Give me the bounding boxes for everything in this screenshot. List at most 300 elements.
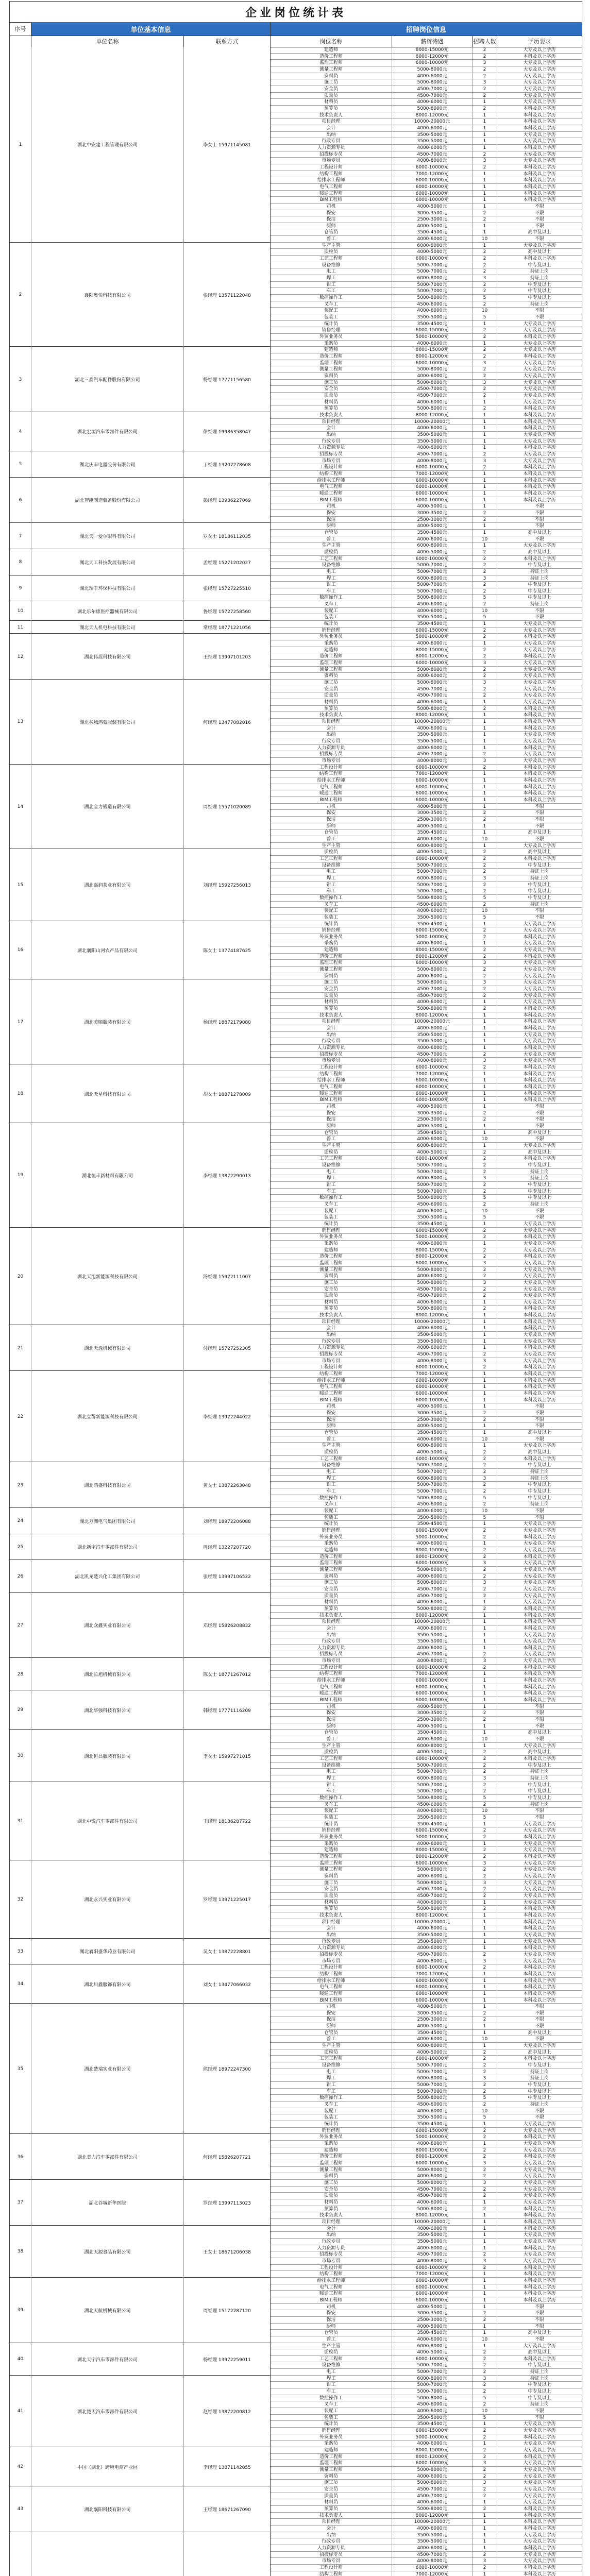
salary-cell: 6000-10000元 [392, 2056, 473, 2062]
company-name: 湖北庆丰电器股份有限公司 [31, 451, 184, 478]
table-row [10, 1645, 582, 1652]
salary-cell: 4000-6000元 [392, 1241, 473, 1247]
position-cell: 焊工 [271, 275, 392, 282]
requirement-cell: 大专及以上学历 [523, 1358, 556, 1364]
position-cell: 电工 [271, 1169, 392, 1176]
merged-cell [31, 934, 184, 941]
requirement-cell: 中专及以上 [528, 2089, 551, 2094]
merged-cell [184, 2486, 271, 2493]
salary-cell: 6000-8000元 [392, 1443, 473, 1449]
merged-cell [31, 2121, 184, 2128]
merged-cell [10, 1521, 31, 1528]
requirement-cell: 本科及以上学历 [523, 484, 556, 490]
position-cell: 监理工程师 [271, 1260, 392, 1267]
count-cell: 10 [473, 908, 497, 914]
table-row [10, 2062, 582, 2069]
requirement-cell: 大专及以上学历 [523, 1658, 556, 1664]
table-row [10, 1769, 582, 1775]
position-cell: 测量工程师 [271, 1267, 392, 1274]
table-row [10, 882, 582, 889]
merged-cell [184, 1312, 271, 1319]
company-contact: 杨经理 17771156580 [184, 347, 271, 412]
merged-cell [10, 432, 31, 438]
merged-cell [184, 660, 271, 667]
company-contact: 韩经理 17771116209 [184, 1690, 271, 1730]
position-cell: 暖通工程师 [271, 1690, 392, 1697]
merged-cell [31, 1906, 184, 1912]
table-row [10, 1391, 582, 1397]
salary-cell: 5000-8000元 [392, 2395, 473, 2402]
position-cell: 结构工程师 [271, 171, 392, 178]
merged-cell [184, 784, 271, 791]
position-cell: 出纳 [271, 432, 392, 438]
salary-cell: 4000-8000元 [392, 1658, 473, 1665]
merged-cell [10, 595, 31, 601]
table-row [10, 301, 582, 308]
position-cell: 包装工 [271, 1214, 392, 1221]
salary-cell: 3500-5000元 [392, 1638, 473, 1645]
salary-cell: 3500-5000元 [392, 438, 473, 445]
position-cell: 质检员 [271, 1449, 392, 1456]
count-cell: 2 [473, 973, 497, 980]
position-cell: 生产主管 [271, 1443, 392, 1449]
merged-cell [10, 2075, 31, 2082]
row-number: 24 [10, 1508, 31, 1534]
salary-cell: 3500-4500元 [392, 321, 473, 328]
position-cell: 质检员 [271, 249, 392, 256]
count-cell: 3 [473, 158, 497, 164]
salary-cell: 5000-7000元 [392, 862, 473, 869]
merged-cell [184, 2454, 271, 2461]
count-cell: 1 [473, 2232, 497, 2239]
position-cell: 材料员 [271, 699, 392, 706]
salary-cell: 6000-8000元 [392, 1743, 473, 1750]
requirement-cell: 中专及以上 [528, 1195, 551, 1201]
merged-cell [184, 47, 271, 54]
merged-cell [184, 1351, 271, 1358]
salary-cell: 6000-10000元 [392, 1665, 473, 1671]
position-cell: 技术负责人 [271, 1613, 392, 1619]
position-cell: 行政专员 [271, 2239, 392, 2245]
position-cell: 车工 [271, 1189, 392, 1195]
salary-cell: 3500-4500元 [392, 229, 473, 236]
merged-cell [184, 1795, 271, 1802]
merged-cell [10, 2388, 31, 2395]
salary-cell: 3000-3500元 [392, 2310, 473, 2317]
merged-cell [184, 1234, 271, 1241]
salary-cell: 4000-6000元 [392, 2526, 473, 2532]
count-cell: 1 [473, 1423, 497, 1430]
merged-cell [10, 1677, 31, 1684]
requirement-cell: 本科及以上学历 [523, 2206, 556, 2212]
merged-cell [31, 1351, 184, 1358]
salary-cell: 6000-10000元 [392, 960, 473, 967]
position-cell: 安全员 [271, 1586, 392, 1593]
requirement-cell: 持证上岗 [530, 2376, 549, 2381]
table-row [10, 1971, 582, 1978]
merged-cell [31, 2376, 184, 2382]
table-row [10, 797, 582, 804]
merged-cell [10, 1169, 31, 1176]
requirement-cell: 本科及以上学历 [523, 191, 556, 196]
salary-cell: 6000-15000元 [392, 927, 473, 934]
merged-cell [10, 1736, 31, 1743]
merged-cell [31, 2434, 184, 2441]
position-cell: BIM工程师 [271, 197, 392, 204]
merged-cell [184, 2317, 271, 2324]
merged-cell [184, 191, 271, 197]
position-cell: 司机 [271, 503, 392, 510]
company-contact: 王经理 18186287722 [184, 1782, 271, 1860]
merged-cell [31, 1873, 184, 1880]
salary-cell: 6000-10000元 [392, 1156, 473, 1162]
merged-cell [184, 1253, 271, 1260]
merged-cell [10, 327, 31, 334]
merged-cell [31, 1834, 184, 1841]
salary-cell: 6000-10000元 [392, 2565, 473, 2571]
position-cell: 造价工程师 [271, 2154, 392, 2160]
count-cell: 2 [473, 954, 497, 960]
merged-cell [10, 823, 31, 830]
count-cell: 1 [473, 1971, 497, 1978]
salary-cell: 4000-6000元 [392, 699, 473, 706]
title-row [10, 2, 582, 23]
merged-cell [10, 1371, 31, 1378]
merged-cell [31, 360, 184, 367]
requirement-cell: 本科及以上学历 [523, 934, 556, 940]
requirement-cell: 本科及以上学历 [523, 1619, 556, 1625]
table-row [10, 1613, 582, 1619]
table-row [10, 1710, 582, 1717]
requirement-cell: 本科及以上学历 [523, 1834, 556, 1840]
company-name: 湖北中安建工程管理有限公司 [31, 47, 184, 243]
requirement-cell: 中专及以上 [528, 1495, 551, 1501]
requirement-cell: 高中及以上 [528, 2330, 551, 2336]
merged-cell [184, 2330, 271, 2336]
salary-cell: 4000-6000元 [392, 1508, 473, 1515]
count-cell: 10 [473, 308, 497, 314]
table-row [10, 1110, 582, 1117]
merged-cell [184, 2114, 271, 2121]
position-cell: 钳工 [271, 2082, 392, 2089]
merged-cell [184, 445, 271, 451]
merged-cell [31, 575, 184, 582]
merged-cell [10, 86, 31, 93]
table-row [10, 99, 582, 106]
merged-cell [184, 979, 271, 986]
salary-cell: 4000-5000元 [392, 2349, 473, 2356]
merged-cell [31, 621, 184, 628]
merged-cell [184, 79, 271, 86]
merged-cell [31, 829, 184, 836]
salary-cell: 5000-8000元 [392, 295, 473, 301]
count-cell: 1 [473, 184, 497, 191]
position-cell: 设备维修 [271, 1162, 392, 1169]
merged-cell [184, 628, 271, 634]
position-cell: 技术负责人 [271, 712, 392, 719]
merged-cell [10, 2102, 31, 2108]
merged-cell [10, 1932, 31, 1939]
salary-cell: 7000-12000元 [392, 1971, 473, 1978]
merged-cell [184, 1384, 271, 1391]
merged-cell [184, 608, 271, 615]
position-cell: 会计 [271, 1325, 392, 1332]
merged-cell [31, 2388, 184, 2395]
count-cell: 2 [473, 2317, 497, 2324]
merged-cell [184, 1769, 271, 1775]
merged-cell [184, 164, 271, 171]
merged-cell [31, 588, 184, 595]
company-contact: 何经理 13477082016 [184, 680, 271, 765]
merged-cell [31, 562, 184, 569]
merged-cell [31, 1430, 184, 1436]
requirement-cell: 本科及以上学历 [523, 1365, 556, 1370]
count-cell: 1 [473, 321, 497, 328]
merged-cell [10, 1971, 31, 1978]
merged-cell [10, 817, 31, 823]
requirement-cell: 持证上岗 [530, 602, 549, 607]
position-cell: 焊工 [271, 575, 392, 582]
position-cell: 暖通工程师 [271, 1991, 392, 1997]
salary-cell: 6000-10000元 [392, 177, 473, 184]
count-cell: 1 [473, 1619, 497, 1625]
count-cell: 1 [473, 640, 497, 647]
merged-cell [184, 1332, 271, 1338]
position-cell: 普工 [271, 236, 392, 243]
count-cell: 2 [473, 2310, 497, 2317]
position-cell: 电工 [271, 1469, 392, 1476]
requirement-cell: 本科及以上学历 [523, 654, 556, 659]
salary-cell: 4000-6000元 [392, 745, 473, 752]
count-cell: 2 [473, 1228, 497, 1234]
table-row [10, 1169, 582, 1176]
merged-cell [184, 2102, 271, 2108]
merged-cell [10, 1919, 31, 1926]
position-cell: 结构工程师 [271, 1371, 392, 1378]
salary-cell: 10000-20000元 [392, 1919, 473, 1926]
table-row [10, 1084, 582, 1091]
position-cell: 装配工 [271, 608, 392, 615]
requirement-cell: 大专及以上学历 [523, 2558, 556, 2564]
count-cell: 1 [473, 425, 497, 432]
table-row [10, 1025, 582, 1032]
count-cell: 2 [473, 405, 497, 412]
requirement-cell: 大专及以上学历 [523, 1880, 556, 1886]
requirement-cell: 大专及以上学历 [523, 1841, 556, 1846]
table-row [10, 1958, 582, 1965]
count-cell: 1 [473, 1130, 497, 1137]
count-cell: 2 [473, 2187, 497, 2193]
merged-cell [10, 1267, 31, 1274]
requirement-cell: 本科及以上学历 [523, 1698, 556, 1703]
merged-cell [31, 510, 184, 517]
position-cell: 工艺工程师 [271, 856, 392, 862]
count-cell: 10 [473, 1808, 497, 1815]
count-cell: 2 [473, 549, 497, 556]
requirement-cell: 不限 [534, 523, 544, 529]
salary-cell: 4000-6000元 [392, 1808, 473, 1815]
position-cell: 生产主管 [271, 543, 392, 549]
merged-cell [184, 2401, 271, 2408]
requirement-cell: 本科及以上学历 [523, 1997, 556, 2003]
merged-cell [10, 295, 31, 301]
salary-cell: 8000-12000元 [392, 1912, 473, 1919]
merged-cell [31, 2089, 184, 2095]
requirement-cell: 高中及以上 [528, 249, 551, 255]
salary-cell: 4500-7000元 [392, 386, 473, 393]
requirement-cell: 中专及以上 [528, 595, 551, 601]
table-row [10, 967, 582, 973]
salary-cell: 4500-7000元 [392, 151, 473, 158]
salary-cell: 6000-8000元 [392, 875, 473, 882]
salary-cell: 5000-8000元 [392, 2167, 473, 2174]
merged-cell [31, 1391, 184, 1397]
merged-cell [184, 373, 271, 380]
table-row [10, 1886, 582, 1893]
merged-cell [31, 914, 184, 921]
requirement-cell: 中专及以上 [528, 1782, 551, 1788]
table-row [10, 2421, 582, 2428]
salary-cell: 5000-7000元 [392, 588, 473, 595]
merged-cell [184, 967, 271, 973]
requirement-cell: 高中及以上 [528, 2049, 551, 2055]
requirement-cell: 大专及以上学历 [523, 393, 556, 398]
salary-cell: 3500-5000元 [392, 738, 473, 745]
position-cell: 司机 [271, 804, 392, 810]
header-row [10, 22, 582, 36]
row-number: 31 [10, 1782, 31, 1860]
salary-cell: 6000-15000元 [392, 1528, 473, 1534]
merged-cell [184, 2180, 271, 2187]
position-cell: 造价工程师 [271, 1253, 392, 1260]
merged-cell [184, 1606, 271, 1613]
count-cell: 3 [473, 2480, 497, 2486]
merged-cell [10, 60, 31, 66]
merged-cell [31, 1019, 184, 1025]
merged-cell [184, 275, 271, 282]
row-number: 10 [10, 601, 31, 621]
count-cell: 1 [473, 699, 497, 706]
merged-cell [31, 1860, 184, 1867]
merged-cell [184, 2193, 271, 2199]
position-cell: 工艺工程师 [271, 256, 392, 262]
merged-cell [184, 2108, 271, 2115]
salary-cell: 5000-8000元 [392, 1306, 473, 1312]
merged-cell [31, 2526, 184, 2532]
merged-cell [10, 1195, 31, 1201]
position-cell: 保安 [271, 810, 392, 817]
table-row [10, 875, 582, 882]
merged-cell [184, 1221, 271, 1228]
merged-cell [10, 1684, 31, 1691]
position-cell: 项目经理 [271, 1619, 392, 1625]
merged-cell [184, 177, 271, 184]
requirement-cell: 大专及以上学历 [523, 2493, 556, 2499]
merged-cell [184, 301, 271, 308]
requirement-cell: 本科及以上学历 [523, 1965, 556, 1971]
merged-cell [10, 1012, 31, 1019]
salary-cell: 6000-10000元 [392, 1097, 473, 1104]
merged-cell [184, 634, 271, 640]
merged-cell [31, 1847, 184, 1854]
salary-cell: 4000-5000元 [392, 823, 473, 830]
merged-cell [31, 2395, 184, 2402]
requirement-cell: 本科及以上学历 [523, 1534, 556, 1540]
row-number: 11 [10, 621, 31, 634]
requirement-cell: 不限 [534, 1436, 544, 1442]
position-cell: 质量员 [271, 2193, 392, 2199]
table-row [10, 947, 582, 954]
merged-cell [10, 1964, 31, 1971]
merged-cell [31, 1052, 184, 1058]
position-cell: 数控操作工 [271, 2395, 392, 2402]
salary-cell: 4000-5000元 [392, 1704, 473, 1710]
table-row [10, 849, 582, 856]
count-cell: 2 [473, 2102, 497, 2108]
merged-cell [184, 993, 271, 999]
salary-cell: 3500-4500元 [392, 1130, 473, 1137]
count-cell: 3 [473, 360, 497, 367]
count-cell: 2 [473, 1854, 497, 1860]
merged-cell [184, 2473, 271, 2480]
table-row [10, 1834, 582, 1841]
count-cell: 2 [473, 2089, 497, 2095]
merged-cell [10, 1945, 31, 1952]
count-cell: 10 [473, 236, 497, 243]
requirement-cell: 中专及以上 [528, 882, 551, 888]
salary-cell: 5000-8000元 [392, 1495, 473, 1502]
position-cell: 焊工 [271, 2376, 392, 2382]
requirement-cell: 本科及以上学历 [523, 478, 556, 483]
merged-cell [31, 927, 184, 934]
requirement-cell: 大专及以上学历 [523, 1952, 556, 1957]
merged-cell [10, 93, 31, 99]
merged-cell [31, 2043, 184, 2049]
table-row [10, 2473, 582, 2480]
merged-cell [184, 947, 271, 954]
merged-cell [10, 1528, 31, 1534]
row-number: 6 [10, 478, 31, 523]
merged-cell [10, 1403, 31, 1410]
merged-cell [31, 660, 184, 667]
requirement-cell: 大专及以上学历 [523, 667, 556, 672]
count-cell: 2 [473, 1651, 497, 1658]
requirement-cell: 本科及以上学历 [523, 1345, 556, 1351]
count-cell: 2 [473, 373, 497, 380]
salary-cell: 6000-10000元 [392, 2265, 473, 2272]
company-contact: 李经理 13871142055 [184, 2447, 271, 2486]
merged-cell [31, 2356, 184, 2363]
merged-cell [10, 777, 31, 784]
count-cell: 2 [473, 1906, 497, 1912]
merged-cell [10, 1293, 31, 1299]
merged-cell [31, 1312, 184, 1319]
position-cell: 包装工 [271, 2415, 392, 2421]
count-cell: 10 [473, 2036, 497, 2043]
position-cell: 建造师 [271, 647, 392, 654]
position-cell: 质量员 [271, 1593, 392, 1600]
company-contact: 孟经理 15271202027 [184, 549, 271, 575]
merged-cell [31, 719, 184, 725]
table-row [10, 653, 582, 660]
count-cell: 5 [473, 914, 497, 921]
salary-cell: 4000-5000元 [392, 503, 473, 510]
requirement-cell: 不限 [534, 504, 544, 510]
position-cell: 数控操作工 [271, 295, 392, 301]
merged-cell [184, 327, 271, 334]
salary-cell: 2500-3000元 [392, 817, 473, 823]
merged-cell [31, 1677, 184, 1684]
